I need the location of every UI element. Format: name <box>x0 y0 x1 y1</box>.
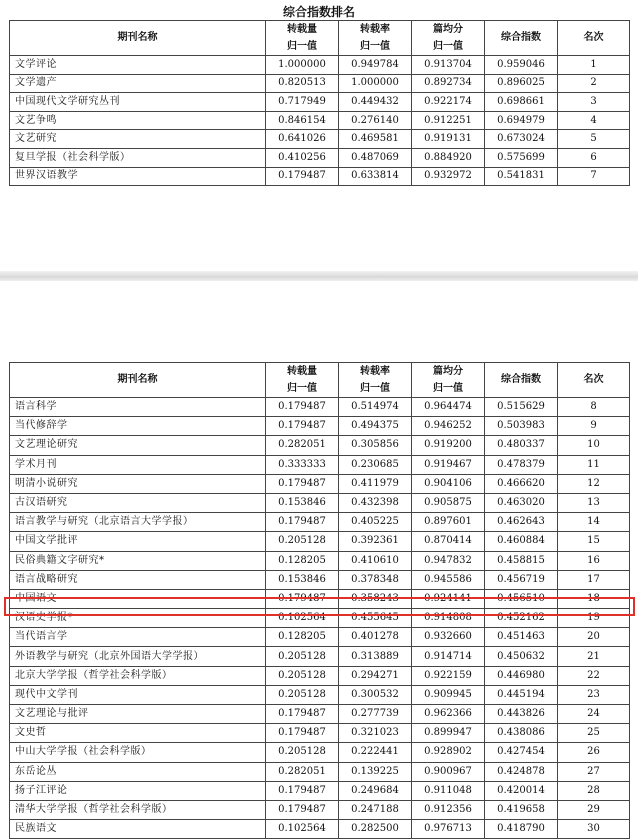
reprint-volume-cell: 0.205128 <box>266 666 339 685</box>
average-score-cell: 0.909945 <box>412 685 485 704</box>
journal-name-cell: 文史哲 <box>10 724 266 743</box>
average-score-cell: 0.946252 <box>412 417 485 436</box>
reprint-rate-cell: 0.405225 <box>339 513 412 532</box>
header-reprint-volume: 转载量 归一值 <box>266 21 339 56</box>
table-row <box>10 111 630 130</box>
reprint-rate-cell: 0.432398 <box>339 493 412 512</box>
rank-cell: 17 <box>558 570 630 589</box>
composite-index-cell: 0.480337 <box>485 436 558 455</box>
average-score-cell: 0.914808 <box>412 609 485 628</box>
rank-cell: 29 <box>558 800 630 819</box>
reprint-rate-cell: 0.247188 <box>339 800 412 819</box>
average-score-cell: 0.911048 <box>412 781 485 800</box>
reprint-rate-cell: 0.392361 <box>339 532 412 551</box>
reprint-rate-cell: 0.633814 <box>339 167 412 186</box>
header-average-score: 篇均分 归一值 <box>412 21 485 56</box>
table-row <box>10 551 630 570</box>
average-score-cell: 0.962366 <box>412 705 485 724</box>
reprint-volume-cell: 0.179487 <box>266 474 339 493</box>
reprint-volume-cell: 0.179487 <box>266 781 339 800</box>
composite-index-cell: 0.456719 <box>485 570 558 589</box>
average-score-cell: 0.892734 <box>412 74 485 93</box>
reprint-rate-cell: 0.282500 <box>339 820 412 839</box>
table-row <box>10 493 630 512</box>
table-row <box>10 570 630 589</box>
composite-index-cell: 0.438086 <box>485 724 558 743</box>
average-score-cell: 0.913704 <box>412 56 485 75</box>
reprint-rate-cell: 1.000000 <box>339 74 412 93</box>
header-journal-name: 期刊名称 <box>10 363 266 398</box>
average-score-cell: 0.922174 <box>412 93 485 112</box>
reprint-volume-cell: 0.820513 <box>266 74 339 93</box>
reprint-volume-cell: 0.282051 <box>266 762 339 781</box>
composite-index-cell: 0.673024 <box>485 130 558 149</box>
table-row <box>10 532 630 551</box>
average-score-cell: 0.914714 <box>412 647 485 666</box>
average-score-cell: 0.897601 <box>412 513 485 532</box>
journal-name-cell: 汉语史学报* <box>10 609 266 628</box>
table-row <box>10 724 630 743</box>
average-score-cell: 0.976713 <box>412 820 485 839</box>
reprint-volume-cell: 0.179487 <box>266 398 339 417</box>
composite-index-cell: 0.458815 <box>485 551 558 570</box>
composite-index-cell: 0.460884 <box>485 532 558 551</box>
rank-cell: 18 <box>558 589 630 608</box>
rank-cell: 26 <box>558 743 630 762</box>
reprint-volume-cell: 0.102564 <box>266 820 339 839</box>
header-reprint-volume: 转载量 归一值 <box>266 363 339 398</box>
reprint-rate-cell: 0.305856 <box>339 436 412 455</box>
table-row <box>10 436 630 455</box>
reprint-volume-cell: 0.153846 <box>266 570 339 589</box>
table-row <box>10 609 630 628</box>
reprint-volume-cell: 0.179487 <box>266 167 339 186</box>
average-score-cell: 0.945586 <box>412 570 485 589</box>
reprint-rate-cell: 0.469581 <box>339 130 412 149</box>
reprint-volume-cell: 0.102564 <box>266 609 339 628</box>
header-average-score: 篇均分 归一值 <box>412 363 485 398</box>
journal-name-cell: 清华大学学报（哲学社会科学版） <box>10 800 266 819</box>
reprint-rate-cell: 0.949784 <box>339 56 412 75</box>
reprint-rate-cell: 0.401278 <box>339 628 412 647</box>
rank-cell: 11 <box>558 455 630 474</box>
header-journal-name: 期刊名称 <box>10 21 266 56</box>
journal-name-cell: 文艺理论研究 <box>10 436 266 455</box>
reprint-rate-cell: 0.378348 <box>339 570 412 589</box>
journal-name-cell: 语言战略研究 <box>10 570 266 589</box>
reprint-rate-cell: 0.300532 <box>339 685 412 704</box>
composite-index-cell: 0.452162 <box>485 609 558 628</box>
rank-cell: 10 <box>558 436 630 455</box>
rank-cell: 28 <box>558 781 630 800</box>
rank-cell: 24 <box>558 705 630 724</box>
journal-name-cell: 文艺研究 <box>10 130 266 149</box>
reprint-volume-cell: 0.205128 <box>266 685 339 704</box>
journal-name-cell: 语言科学 <box>10 398 266 417</box>
reprint-rate-cell: 0.411979 <box>339 474 412 493</box>
rank-cell: 15 <box>558 532 630 551</box>
reprint-volume-cell: 0.205128 <box>266 532 339 551</box>
table-row <box>10 513 630 532</box>
rank-cell: 13 <box>558 493 630 512</box>
reprint-volume-cell: 0.282051 <box>266 436 339 455</box>
reprint-volume-cell: 0.333333 <box>266 455 339 474</box>
composite-index-cell: 0.694979 <box>485 111 558 130</box>
table-header-row <box>10 363 630 398</box>
rank-cell: 27 <box>558 762 630 781</box>
rank-cell: 16 <box>558 551 630 570</box>
average-score-cell: 0.924141 <box>412 589 485 608</box>
rank-cell: 2 <box>558 74 630 93</box>
average-score-cell: 0.904106 <box>412 474 485 493</box>
composite-index-cell: 0.450632 <box>485 647 558 666</box>
composite-index-cell: 0.575699 <box>485 148 558 167</box>
rank-cell: 23 <box>558 685 630 704</box>
journal-name-cell: 现代中文学刊 <box>10 685 266 704</box>
reprint-volume-cell: 0.128205 <box>266 628 339 647</box>
average-score-cell: 0.919200 <box>412 436 485 455</box>
reprint-volume-cell: 0.179487 <box>266 724 339 743</box>
average-score-cell: 0.899947 <box>412 724 485 743</box>
table-row <box>10 781 630 800</box>
average-score-cell: 0.905875 <box>412 493 485 512</box>
average-score-cell: 0.870414 <box>412 532 485 551</box>
reprint-rate-cell: 0.514974 <box>339 398 412 417</box>
ranking-table-top <box>9 20 630 186</box>
reprint-volume-cell: 0.410256 <box>266 148 339 167</box>
composite-index-cell: 0.462643 <box>485 513 558 532</box>
reprint-rate-cell: 0.139225 <box>339 762 412 781</box>
composite-index-cell: 0.478379 <box>485 455 558 474</box>
table-row <box>10 74 630 93</box>
composite-index-cell: 0.466620 <box>485 474 558 493</box>
average-score-cell: 0.932972 <box>412 167 485 186</box>
composite-index-cell: 0.451463 <box>485 628 558 647</box>
header-reprint-rate: 转载率 归一值 <box>339 363 412 398</box>
composite-index-cell: 0.418790 <box>485 820 558 839</box>
header-rank: 名次 <box>558 21 630 56</box>
composite-index-cell: 0.424878 <box>485 762 558 781</box>
table-header-row <box>10 21 630 56</box>
rank-cell: 21 <box>558 647 630 666</box>
journal-name-cell: 明清小说研究 <box>10 474 266 493</box>
table-row <box>10 398 630 417</box>
reprint-rate-cell: 0.277739 <box>339 705 412 724</box>
composite-index-cell: 0.541831 <box>485 167 558 186</box>
journal-name-cell: 文学遗产 <box>10 74 266 93</box>
reprint-rate-cell: 0.249684 <box>339 781 412 800</box>
ranking-table-continued <box>9 362 630 839</box>
average-score-cell: 0.947832 <box>412 551 485 570</box>
average-score-cell: 0.884920 <box>412 148 485 167</box>
table-row <box>10 628 630 647</box>
table-row <box>10 148 630 167</box>
composite-index-cell: 0.896025 <box>485 74 558 93</box>
journal-name-cell: 中国文学批评 <box>10 532 266 551</box>
reprint-volume-cell: 0.153846 <box>266 493 339 512</box>
journal-name-cell: 中山大学学报（社会科学版） <box>10 743 266 762</box>
journal-name-cell: 民俗典籍文字研究* <box>10 551 266 570</box>
reprint-rate-cell: 0.494375 <box>339 417 412 436</box>
average-score-cell: 0.912356 <box>412 800 485 819</box>
journal-name-cell: 文艺争鸣 <box>10 111 266 130</box>
journal-name-cell: 古汉语研究 <box>10 493 266 512</box>
composite-index-cell: 0.419658 <box>485 800 558 819</box>
rank-cell: 5 <box>558 130 630 149</box>
table-row <box>10 93 630 112</box>
average-score-cell: 0.928902 <box>412 743 485 762</box>
reprint-volume-cell: 0.846154 <box>266 111 339 130</box>
average-score-cell: 0.912251 <box>412 111 485 130</box>
header-composite-index: 综合指数 <box>485 363 558 398</box>
journal-name-cell: 复旦学报（社会科学版） <box>10 148 266 167</box>
composite-index-cell: 0.463020 <box>485 493 558 512</box>
journal-name-cell: 中国语文 <box>10 589 266 608</box>
table-row <box>10 705 630 724</box>
journal-name-cell: 外语教学与研究（北京外国语大学学报） <box>10 647 266 666</box>
reprint-rate-cell: 0.230685 <box>339 455 412 474</box>
reprint-rate-cell: 0.487069 <box>339 148 412 167</box>
average-score-cell: 0.919467 <box>412 455 485 474</box>
reprint-volume-cell: 0.179487 <box>266 417 339 436</box>
reprint-volume-cell: 1.000000 <box>266 56 339 75</box>
table-row <box>10 130 630 149</box>
table-row <box>10 743 630 762</box>
table-row <box>10 417 630 436</box>
table-row <box>10 167 630 186</box>
reprint-rate-cell: 0.313889 <box>339 647 412 666</box>
reprint-volume-cell: 0.179487 <box>266 800 339 819</box>
table-row <box>10 56 630 75</box>
reprint-volume-cell: 0.717949 <box>266 93 339 112</box>
table-row <box>10 820 630 839</box>
table-row <box>10 800 630 819</box>
rank-cell: 19 <box>558 609 630 628</box>
reprint-volume-cell: 0.128205 <box>266 551 339 570</box>
journal-name-cell: 当代修辞学 <box>10 417 266 436</box>
reprint-volume-cell: 0.205128 <box>266 647 339 666</box>
table-row <box>10 455 630 474</box>
composite-index-cell: 0.443826 <box>485 705 558 724</box>
rank-cell: 3 <box>558 93 630 112</box>
rank-cell: 6 <box>558 148 630 167</box>
table-row <box>10 685 630 704</box>
table-row <box>10 474 630 493</box>
reprint-rate-cell: 0.321023 <box>339 724 412 743</box>
reprint-rate-cell: 0.294271 <box>339 666 412 685</box>
page-break-divider <box>0 271 638 281</box>
rank-cell: 30 <box>558 820 630 839</box>
page-title: 综合指数排名 <box>282 5 355 19</box>
composite-index-cell: 0.503983 <box>485 417 558 436</box>
reprint-volume-cell: 0.205128 <box>266 743 339 762</box>
table-row <box>10 762 630 781</box>
rank-cell: 7 <box>558 167 630 186</box>
journal-name-cell: 中国现代文学研究丛刊 <box>10 93 266 112</box>
average-score-cell: 0.900967 <box>412 762 485 781</box>
table-row <box>10 666 630 685</box>
composite-index-cell: 0.698661 <box>485 93 558 112</box>
journal-name-cell: 文艺理论与批评 <box>10 705 266 724</box>
composite-index-cell: 0.959046 <box>485 56 558 75</box>
reprint-rate-cell: 0.410610 <box>339 551 412 570</box>
reprint-volume-cell: 0.179487 <box>266 705 339 724</box>
reprint-volume-cell: 0.179487 <box>266 589 339 608</box>
journal-name-cell: 当代语言学 <box>10 628 266 647</box>
reprint-rate-cell: 0.455645 <box>339 609 412 628</box>
average-score-cell: 0.919131 <box>412 130 485 149</box>
journal-name-cell: 民族语文 <box>10 820 266 839</box>
rank-cell: 8 <box>558 398 630 417</box>
rank-cell: 4 <box>558 111 630 130</box>
rank-cell: 22 <box>558 666 630 685</box>
journal-name-cell: 世界汉语教学 <box>10 167 266 186</box>
rank-cell: 12 <box>558 474 630 493</box>
reprint-rate-cell: 0.449432 <box>339 93 412 112</box>
header-reprint-rate: 转载率 归一值 <box>339 21 412 56</box>
reprint-rate-cell: 0.222441 <box>339 743 412 762</box>
composite-index-cell: 0.445194 <box>485 685 558 704</box>
reprint-volume-cell: 0.641026 <box>266 130 339 149</box>
rank-cell: 25 <box>558 724 630 743</box>
rank-cell: 14 <box>558 513 630 532</box>
rank-cell: 1 <box>558 56 630 75</box>
header-rank: 名次 <box>558 363 630 398</box>
journal-name-cell: 文学评论 <box>10 56 266 75</box>
table-row <box>10 647 630 666</box>
journal-name-cell: 扬子江评论 <box>10 781 266 800</box>
composite-index-cell: 0.446980 <box>485 666 558 685</box>
average-score-cell: 0.964474 <box>412 398 485 417</box>
table-row <box>10 589 630 608</box>
rank-cell: 20 <box>558 628 630 647</box>
journal-name-cell: 语言教学与研究（北京语言大学学报） <box>10 513 266 532</box>
composite-index-cell: 0.515629 <box>485 398 558 417</box>
journal-name-cell: 学术月刊 <box>10 455 266 474</box>
composite-index-cell: 0.420014 <box>485 781 558 800</box>
header-composite-index: 综合指数 <box>485 21 558 56</box>
reprint-rate-cell: 0.276140 <box>339 111 412 130</box>
average-score-cell: 0.932660 <box>412 628 485 647</box>
journal-name-cell: 北京大学学报（哲学社会科学版） <box>10 666 266 685</box>
composite-index-cell: 0.456510 <box>485 589 558 608</box>
reprint-volume-cell: 0.179487 <box>266 513 339 532</box>
reprint-rate-cell: 0.358243 <box>339 589 412 608</box>
average-score-cell: 0.922159 <box>412 666 485 685</box>
journal-name-cell: 东岳论丛 <box>10 762 266 781</box>
composite-index-cell: 0.427454 <box>485 743 558 762</box>
rank-cell: 9 <box>558 417 630 436</box>
